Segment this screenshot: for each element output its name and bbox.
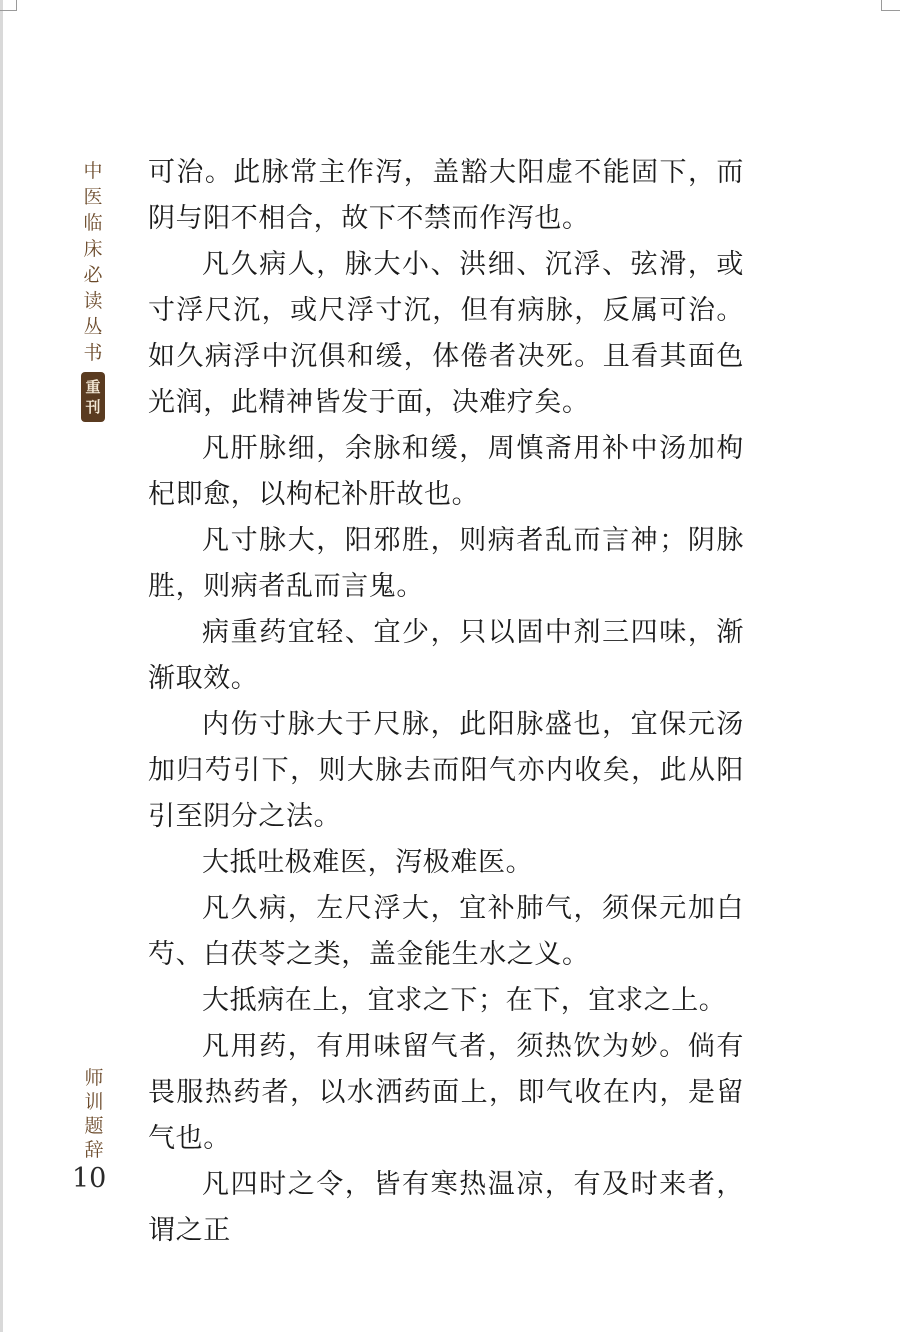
series-title-char: 丛	[83, 316, 103, 338]
paragraph: 凡久病人，脉大小、洪细、沉浮、弦滑，或寸浮尺沉，或尺浮寸沉，但有病脉，反属可治。如久病浮中沉俱和缓，体倦者决死。且看其面色光润，此精神皆发于面，决难疗矣。	[148, 249, 744, 418]
page-number: 10	[72, 1163, 107, 1194]
paragraph: 大抵病在上，宜求之下；在下，宜求之上。	[202, 985, 727, 1016]
paragraph: 大抵吐极难医，泻极难医。	[202, 847, 534, 878]
series-title-char: 临	[83, 212, 103, 234]
paragraph: 凡四时之令，皆有寒热温凉，有及时来者，谓之正	[148, 1169, 744, 1246]
crop-mark-left	[0, 0, 17, 11]
reprint-seal-char: 刊	[85, 398, 101, 416]
body-text	[148, 150, 744, 1254]
page-edge	[0, 0, 3, 1332]
series-title-char: 医	[83, 186, 103, 208]
paragraph: 凡肝脉细，余脉和缓，周慎斋用补中汤加枸杞即愈，以枸杞补肝故也。	[148, 433, 744, 510]
section-title-char: 师	[84, 1067, 104, 1089]
series-title-char: 中	[83, 160, 103, 182]
section-title-char: 辞	[84, 1139, 104, 1161]
reprint-seal-char: 重	[85, 378, 101, 396]
section-title-char: 题	[84, 1115, 104, 1137]
section-title-vertical	[82, 1066, 106, 1162]
crop-mark-right	[881, 0, 900, 11]
reprint-seal	[81, 372, 105, 422]
paragraph: 病重药宜轻、宜少，只以固中剂三四味，渐渐取效。	[148, 617, 744, 694]
series-title-vertical	[80, 158, 106, 422]
paragraph: 凡用药，有用味留气者，须热饮为妙。倘有畏服热药者，以水洒药面上，即气收在内，是留气也。	[148, 1031, 744, 1154]
paragraph: 内伤寸脉大于尺脉，此阳脉盛也，宜保元汤加归芍引下，则大脉去而阳气亦内收矣，此从阳引至阴分之法。	[148, 709, 744, 832]
series-title-char: 必	[83, 264, 103, 286]
series-title-char: 床	[83, 238, 103, 260]
paragraph: 凡久病，左尺浮大，宜补肺气，须保元加白芍、白茯苓之类，盖金能生水之义。	[148, 893, 744, 970]
series-title-char: 书	[83, 342, 103, 364]
section-title-char: 训	[84, 1091, 104, 1113]
series-title-char: 读	[83, 290, 103, 312]
paragraph: 可治。此脉常主作泻，盖豁大阳虚不能固下，而阴与阳不相合，故下不禁而作泻也。	[148, 157, 744, 234]
paragraph: 凡寸脉大，阳邪胜，则病者乱而言神；阴脉胜，则病者乱而言鬼。	[148, 525, 744, 602]
